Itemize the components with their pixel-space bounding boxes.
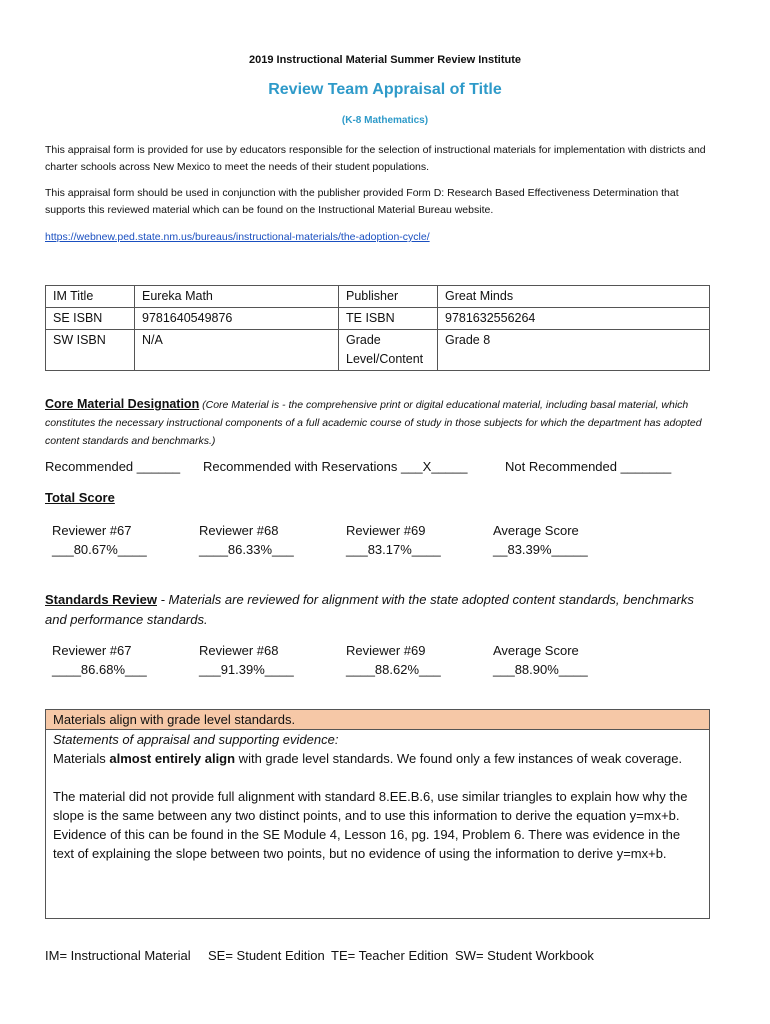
alignment-evidence-text: The material did not provide full alignment with standard 8.EE.B.6, use similar triangles to explain how why the slope is the same between any two distinct points, and to use this information to derive the equation y=mx+b. Evidence of this can be found in the SE Module 4, Lesson 16, pg. 194, Problem 6. There was evidence in the text of explaining the slope between two points, but no evidence of using the information to derive y=mx+b. [53,789,688,861]
reviewer-score: __83.39%_____ [493,542,588,557]
table-cell: Publisher [339,286,438,308]
alignment-summary [53,749,702,768]
intro-paragraph-1: This appraisal form is provided for use by educators responsible for the selection of instructional materials for implementation with districts and charter schools across New Mexico to meet the needs of their student populations. [45,144,706,173]
footer-im-legend: IM= Instructional Material [45,948,191,963]
footer-te-legend: TE= Teacher Edition [331,948,449,963]
reviewer-score: ___88.90%____ [493,662,588,677]
standards-reviewer-69 [346,641,441,679]
table-cell: N/A [135,330,339,371]
standards-average [493,641,588,679]
core-material-description: (Core Material is - the comprehensive print or digital educational material, including basal material, which constitutes the necessary instructional components of a full academic course of study in those subjects for which the department has adopted content standards and benchmarks.) [45,399,702,447]
summary-suffix: with grade level standards. We found only a few instances of weak coverage. [235,751,683,766]
alignment-heading: Materials align with grade level standards. [46,710,709,730]
total-score-reviewer-68 [199,521,294,559]
reviewer-name: Reviewer #69 [346,643,426,658]
table-cell: TE ISBN [339,308,438,330]
material-info-table [45,285,710,371]
table-row [46,308,710,330]
reviewer-name: Average Score [493,643,579,658]
reviewer-name: Reviewer #68 [199,643,279,658]
total-score-average [493,521,588,559]
standards-reviewer-68 [199,641,294,679]
reviewer-name: Reviewer #67 [52,523,132,538]
reviewer-name: Average Score [493,523,579,538]
reviewer-score: ____86.68%___ [52,662,147,677]
standards-review-label: Standards Review [45,592,157,607]
total-score-reviewer-69 [346,521,441,559]
table-row [46,330,710,371]
alignment-evidence-box [45,709,710,919]
standards-review [45,590,705,630]
not-recommended-option: Not Recommended _______ [505,459,672,474]
table-cell: Grade 8 [438,330,710,371]
reviewer-score: ____86.33%___ [199,542,294,557]
reviewer-score: ____88.62%___ [346,662,441,677]
reviewer-name: Reviewer #68 [199,523,279,538]
reviewer-score: ___80.67%____ [52,542,147,557]
reviewer-score: ___83.17%____ [346,542,441,557]
table-cell: 9781632556264 [438,308,710,330]
footer-se-legend: SE= Student Edition [208,948,325,963]
alignment-body [46,730,709,863]
table-row [46,286,710,308]
reviewer-name: Reviewer #69 [346,523,426,538]
total-score-heading: Total Score [45,490,115,505]
table-cell: Great Minds [438,286,710,308]
core-material-designation [45,395,715,450]
core-material-label: Core Material Designation [45,397,200,411]
table-cell: Eureka Math [135,286,339,308]
footer-sw-legend: SW= Student Workbook [455,948,594,963]
institute-heading: 2019 Instructional Material Summer Review Institute [248,54,522,66]
summary-emphasis: almost entirely align [109,751,236,766]
total-score-reviewer-67 [52,521,147,559]
intro-paragraph-2: This appraisal form should be used in conjunction with the publisher provided Form D: Research Based Effectiveness Determination that supports this reviewed material which can be found on the Instructional Material Bureau website. [45,187,679,216]
recommended-option: Recommended ______ [45,459,181,474]
reviewer-score: ___91.39%____ [199,662,294,677]
reviewer-name: Reviewer #67 [52,643,132,658]
statements-label: Statements of appraisal and supporting evidence: [53,732,339,747]
table-cell: 9781640549876 [135,308,339,330]
page-subtitle: (K-8 Mathematics) [341,115,429,126]
standards-reviewer-67 [52,641,147,679]
table-cell: SE ISBN [46,308,135,330]
table-cell: Grade Level/Content [339,330,438,371]
standards-review-description: - Materials are reviewed for alignment with the state adopted content standards, benchmarks and performance standards. [45,592,694,627]
recommended-with-reservations-option: Recommended with Reservations ___X_____ [203,459,468,474]
summary-prefix: Materials [53,751,110,766]
table-cell: SW ISBN [46,330,135,371]
page-title: Review Team Appraisal of Title [268,81,502,98]
table-cell: IM Title [46,286,135,308]
adoption-cycle-link[interactable]: https://webnew.ped.state.nm.us/bureaus/instructional-materials/the-adoption-cycle/ [45,231,430,243]
